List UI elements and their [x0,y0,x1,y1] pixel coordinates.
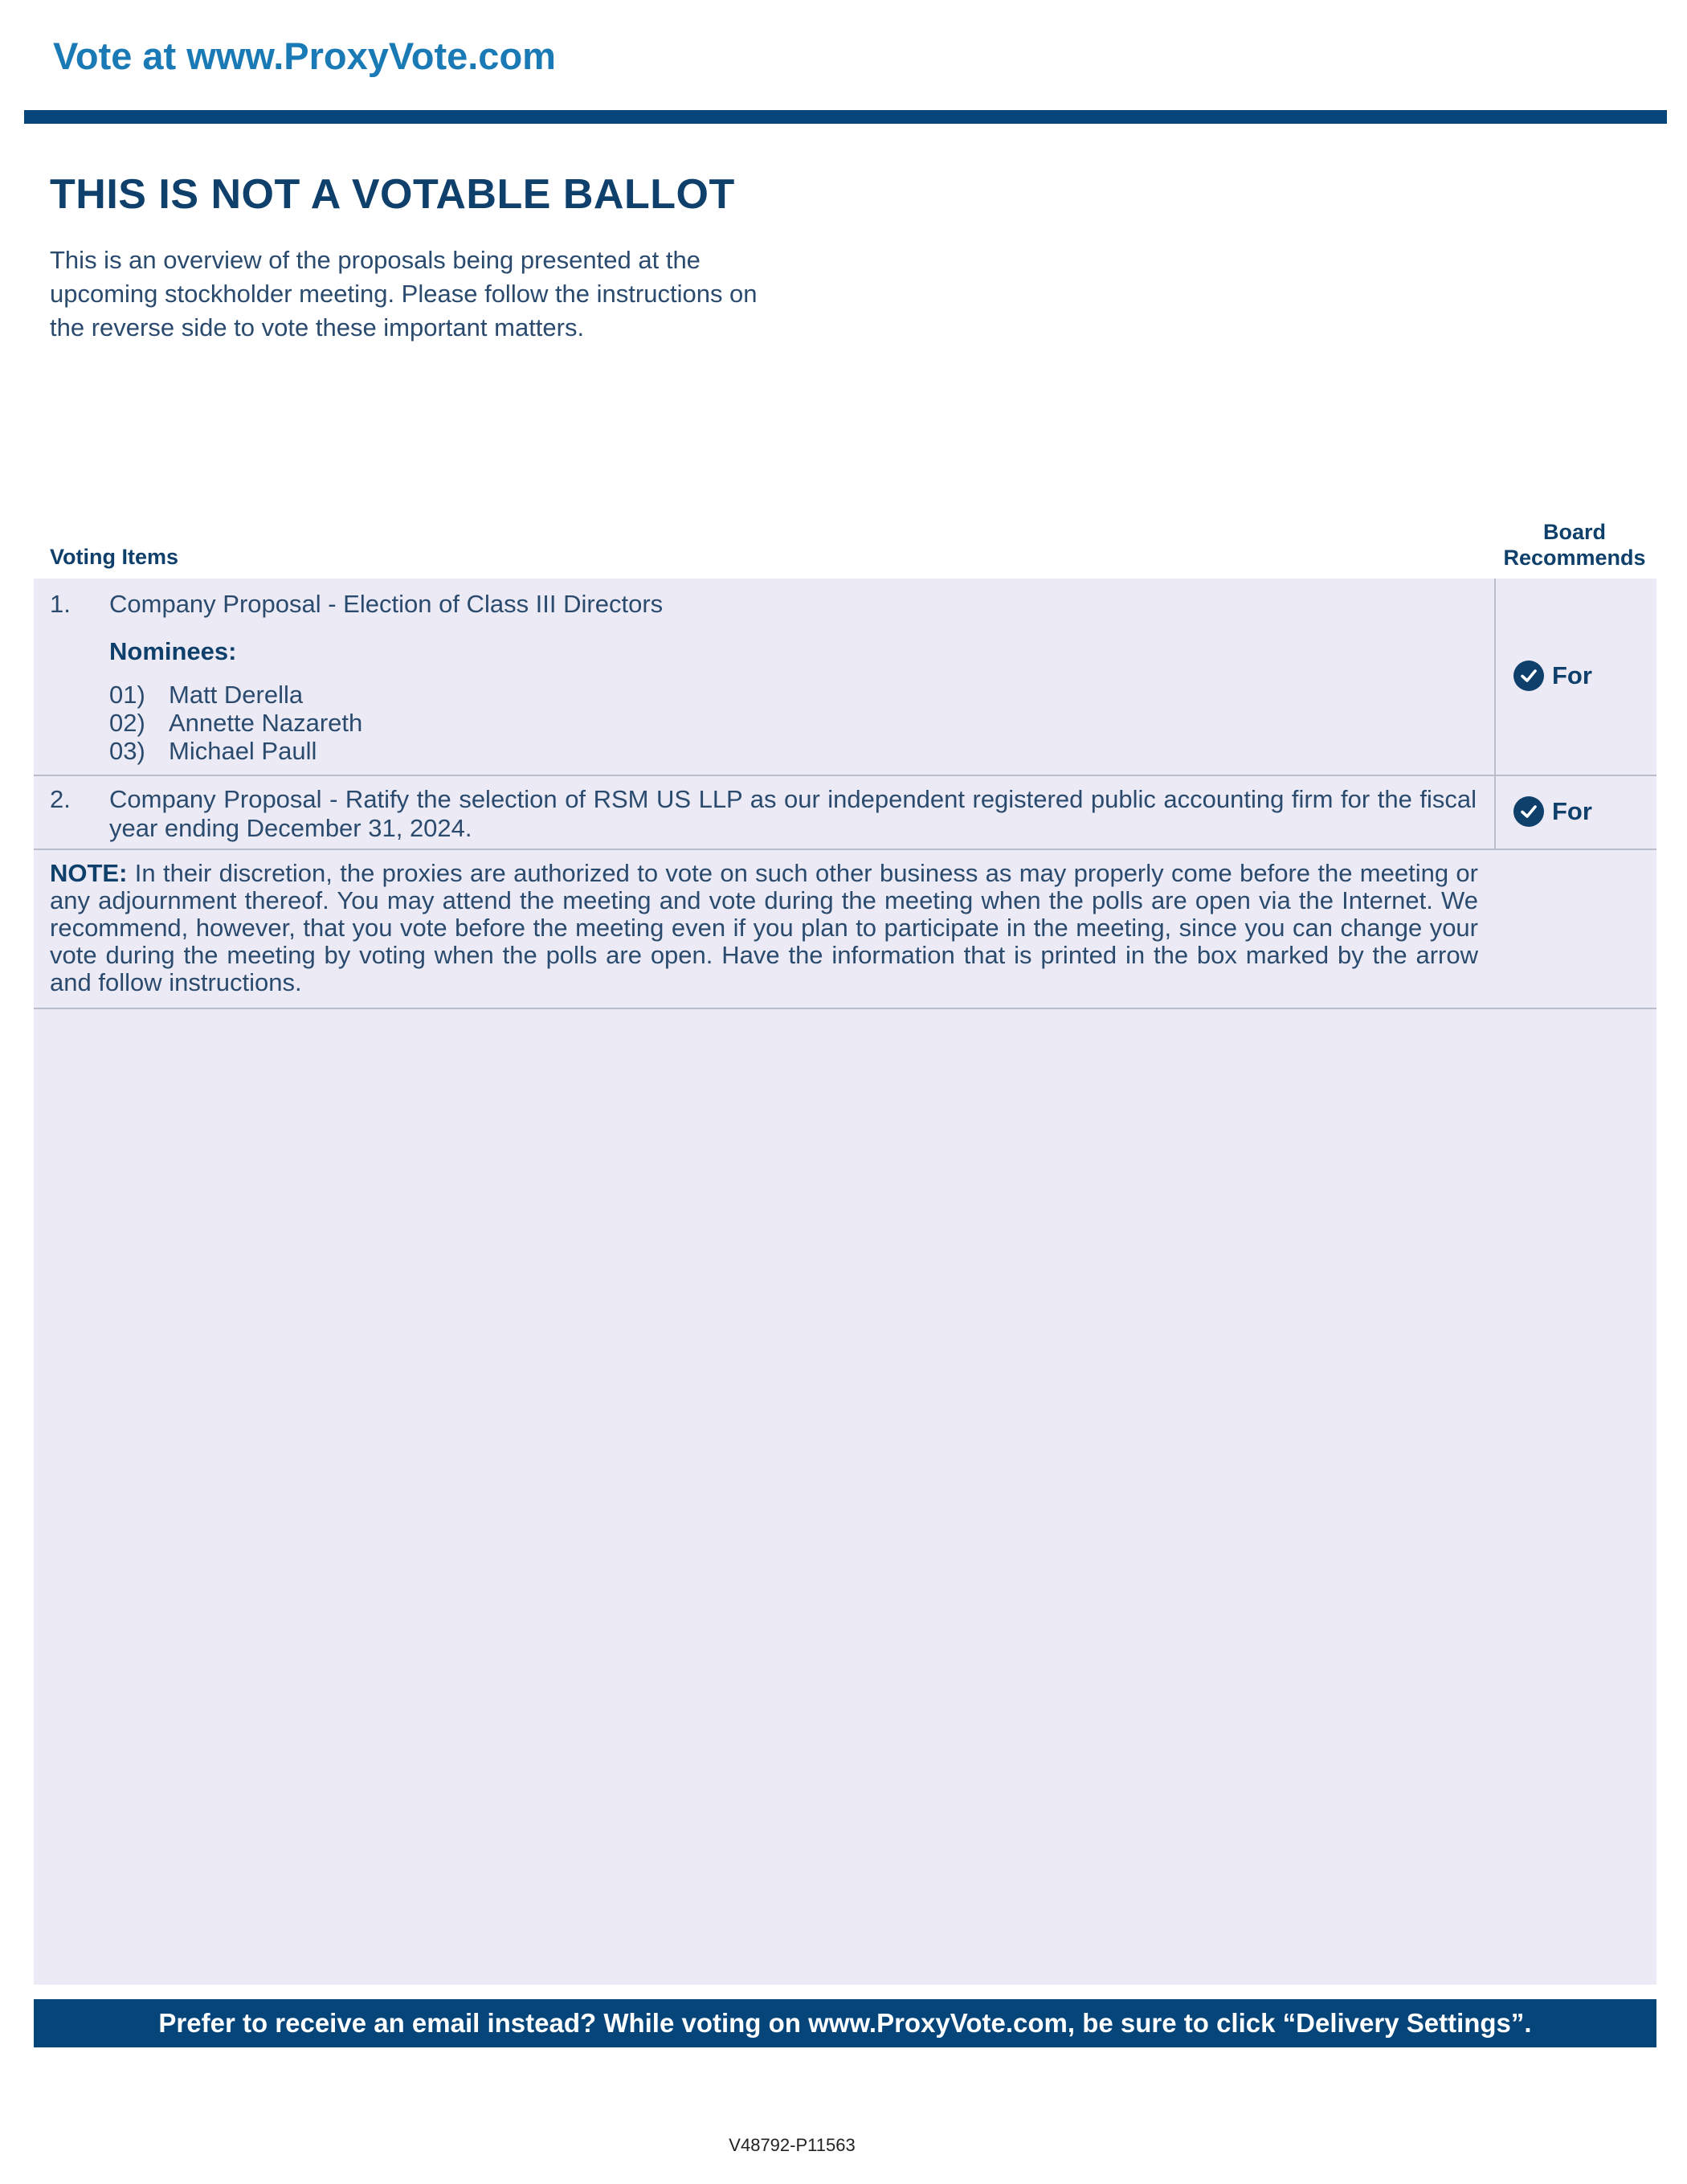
recommendation-cell [1494,579,1656,775]
check-circle-icon [1513,796,1544,827]
intro-line: This is an overview of the proposals being presented at the [50,246,701,274]
note-row [34,849,1656,1009]
intro-line: upcoming stockholder meeting. Please follow the instructions on [50,280,758,308]
vote-url-heading: Vote at www.ProxyVote.com [53,35,556,77]
nominee-item [109,681,362,709]
voting-item-row [34,579,1656,776]
nominees-label: Nominees: [109,637,237,665]
header-divider [24,110,1667,124]
intro-line: the reverse side to vote these important matters. [50,313,585,342]
nominee-number: 01) [109,681,145,709]
board-recommendation [1513,661,1592,691]
item-proposal-text: Company Proposal - Ratify the selection of RSM US LLP as our independent registered public accounting firm for the fiscal year ending December 31, 2024. [109,785,1477,842]
voting-items-panel [34,579,1656,1985]
nominee-name: Annette Nazareth [169,709,363,737]
recommendation-cell [1494,775,1656,849]
note-label: NOTE: [50,859,128,887]
board-recommendation [1513,796,1592,827]
nominee-name: Michael Paull [169,737,317,765]
item-proposal-text: Company Proposal - Election of Class III Directors [109,590,664,618]
item-number: 1. [50,590,71,618]
recommendation-label: For [1552,661,1592,689]
nominee-number: 02) [109,709,145,737]
column-header-voting-items: Voting Items [50,545,179,569]
note-text [50,860,1478,996]
email-delivery-banner [34,1999,1656,2047]
recommendation-label: For [1552,797,1592,825]
note-body: In their discretion, the proxies are authorized to vote on such other business as may properly come before the meeting or any adjournment thereof. You may attend the meeting and vote during the meeting when the polls are open via the Internet. We recommend, however, that you vote before the meeting even if you plan to participate in the meeting, since you can change your vote during the meeting by voting when the polls are open. Have the information that is printed in the box marked by the arrow and follow instructions. [50,859,1478,996]
intro-text [50,243,853,345]
document-code: V48792-P11563 [729,2135,856,2155]
board-header-line: Recommends [1503,546,1646,570]
board-header-line: Board [1542,520,1606,544]
item-number: 2. [50,785,71,813]
voting-item-row [34,775,1656,850]
nominee-list [109,681,362,765]
page-title: THIS IS NOT A VOTABLE BALLOT [50,171,735,218]
nominee-name: Matt Derella [169,681,304,709]
nominee-item [109,709,362,737]
nominee-item [109,737,362,765]
check-circle-icon [1513,661,1544,691]
column-header-board-recommends [1494,519,1655,571]
email-delivery-text: Prefer to receive an email instead? While voting on www.ProxyVote.com, be sure to click “Delivery Settings”. [158,2008,1532,2038]
nominee-number: 03) [109,737,145,765]
